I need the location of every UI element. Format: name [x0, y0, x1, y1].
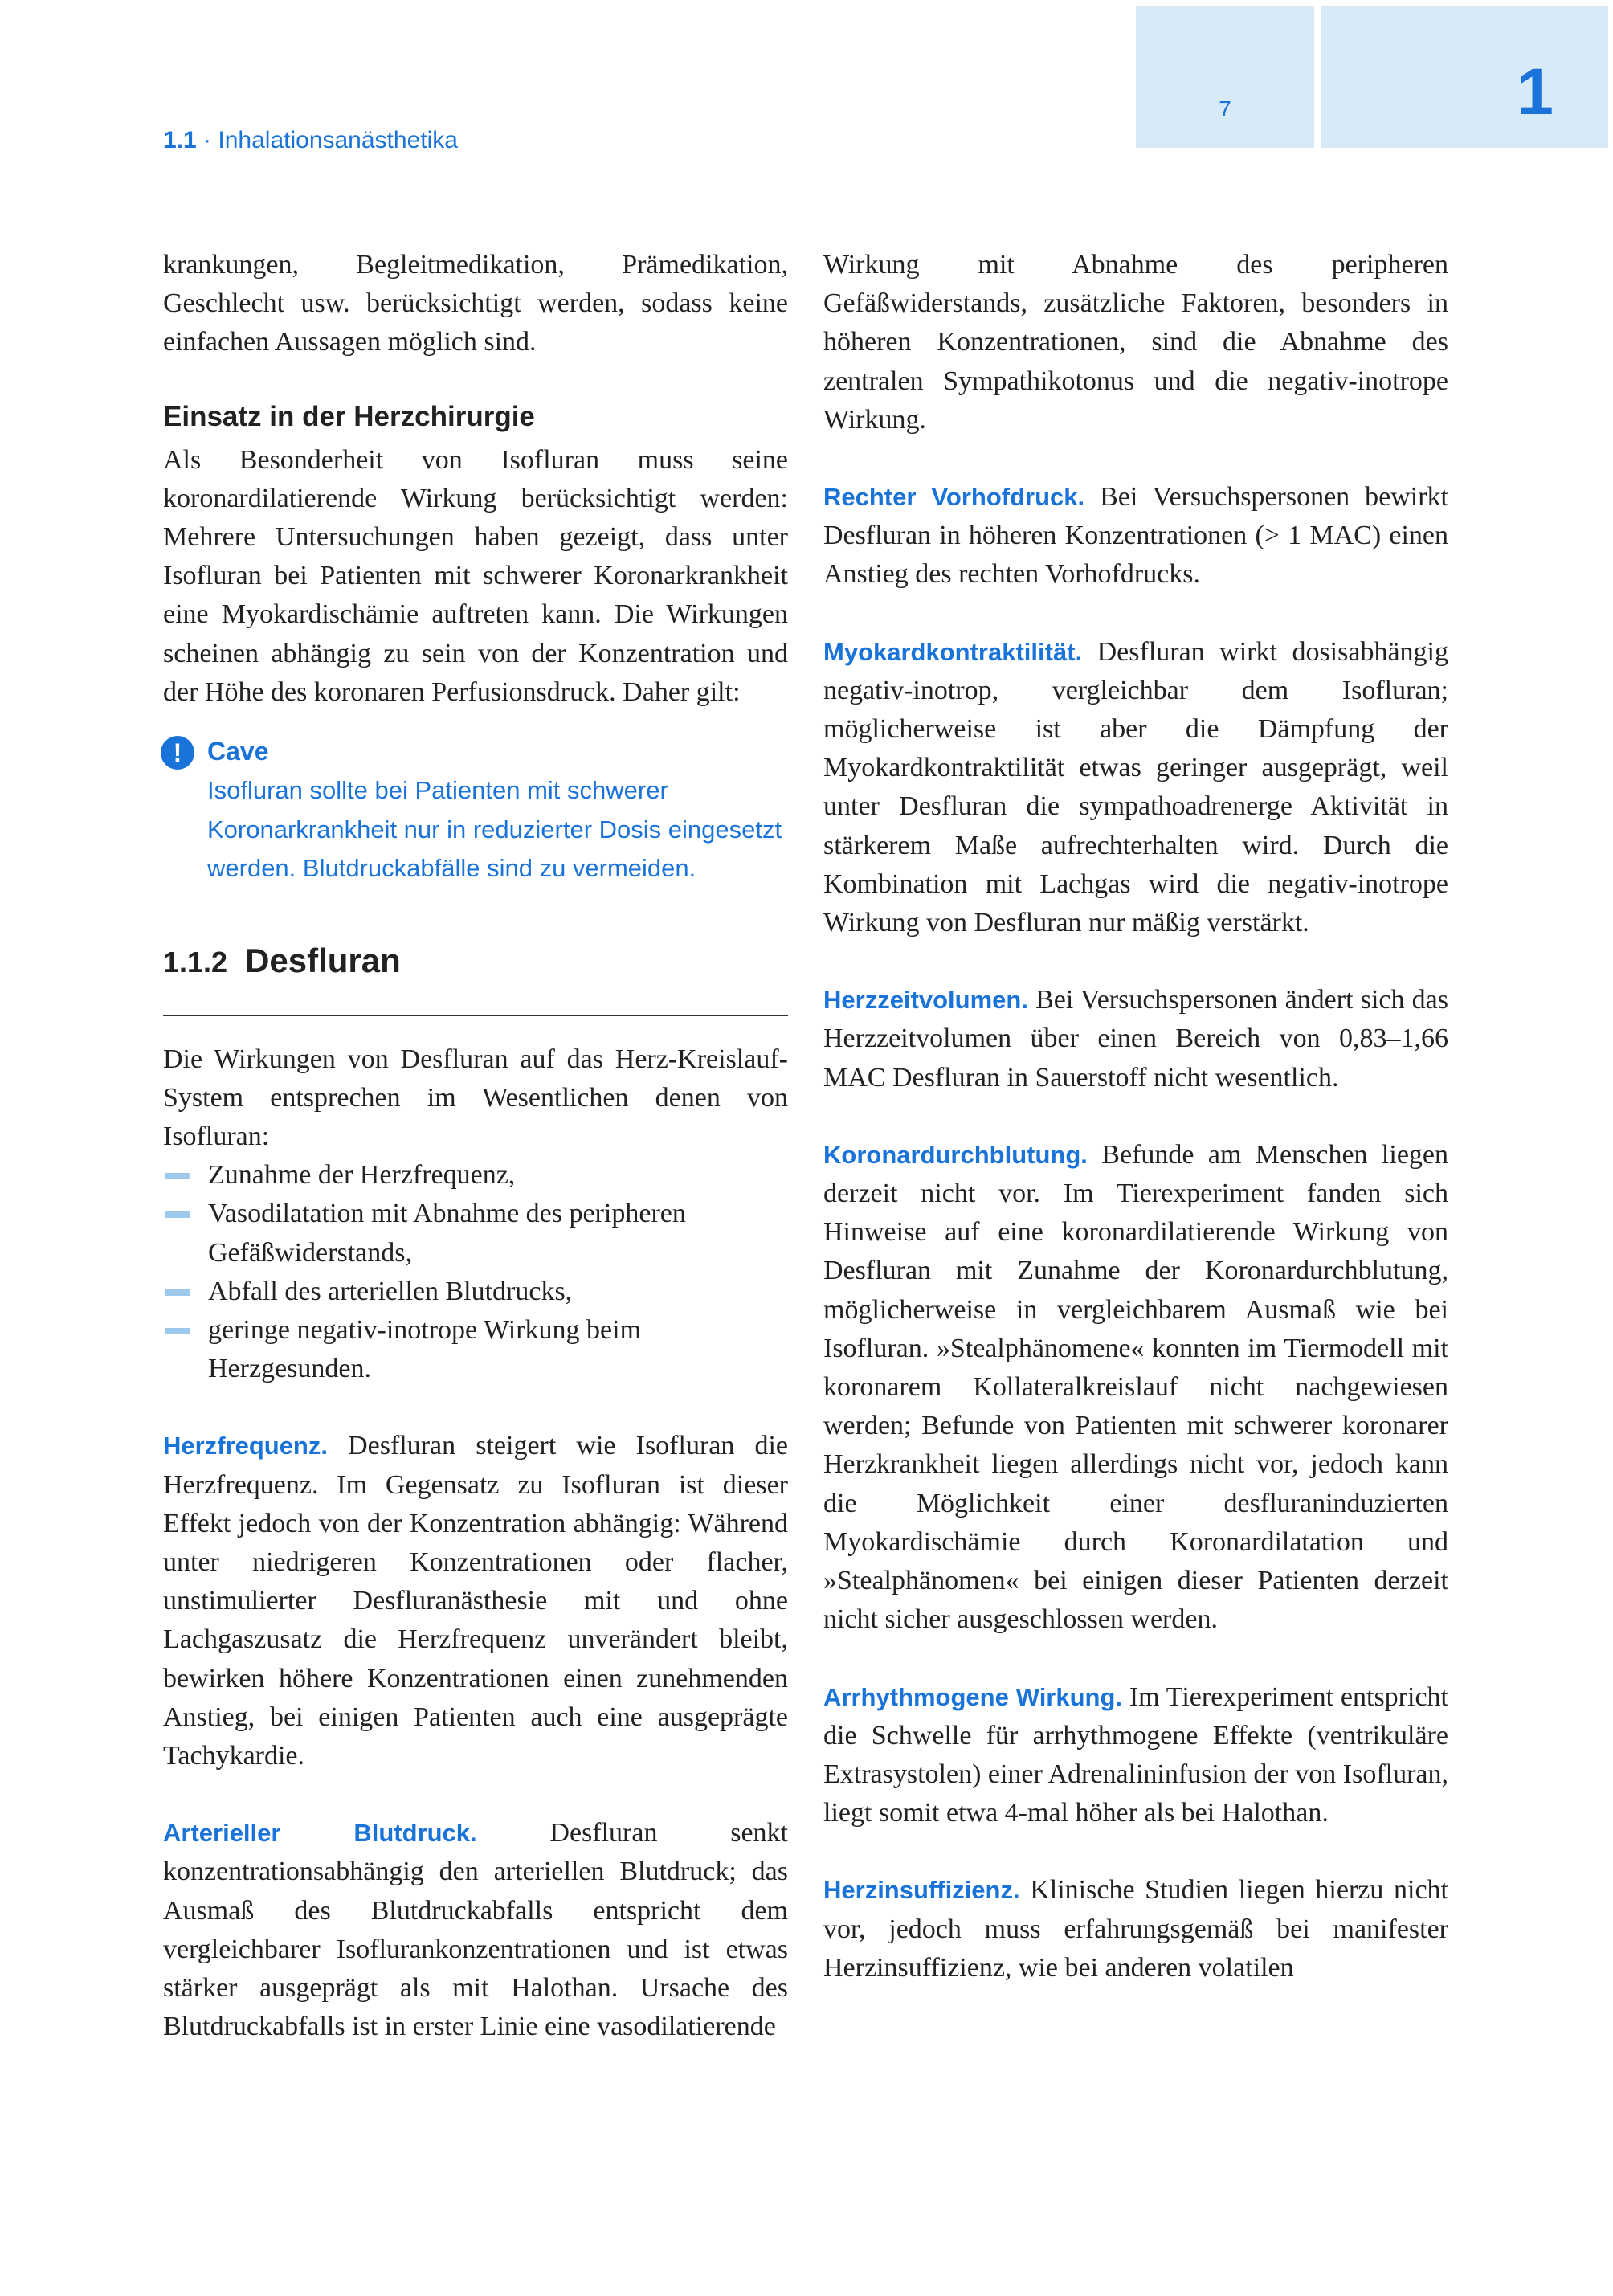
- text-herzinsuffizienz: Klinische Studien liegen hierzu nicht vor, jedoch muss erfahrungsgemäß bei manifester Herzinsuffizienz, wie bei anderen volatilen: [823, 1875, 1448, 1983]
- left-column: [163, 246, 788, 2046]
- list-item: Zunahme der Herzfrequenz,: [163, 1156, 788, 1195]
- text-koronardurchblutung: Befunde am Menschen liegen derzeit nicht vor. Im Tierexperiment fanden sich Hinweise auf eine koronardilatierende Wirkung von Desfluran mit Zunahme der Koronardurchblutung, möglicherweise in vergleichbarem Ausmaß wie bei Isofluran. »Stealphänomene« konnten im Tiermodell mit koronarem Kollateralkreislauf nicht nachgewiesen werden; Befunde von Patienten mit schwerer koronarer Herzkrankheit liegen allerdings nicht vor, jedoch kann die Möglichkeit einer desfluraninduzierten Myokardischämie durch Koronardilatation und »Stealphänomen« bei einigen dieser Patienten derzeit nicht sicher ausgeschlossen werden.: [823, 1139, 1448, 1635]
- lead-koronardurchblutung: Koronardurchblutung.: [823, 1140, 1088, 1169]
- subheading-herzchirurgie: Einsatz in der Herzchirurgie: [163, 400, 535, 432]
- paragraph-vorhofdruck: [823, 478, 1448, 594]
- paragraph-blutdruck: [163, 1814, 788, 2046]
- page-number: 7: [1219, 96, 1231, 121]
- list-item: Vasodilatation mit Abnahme des peripheren Gefäßwiderstands,: [163, 1195, 788, 1272]
- list-item: Abfall des arteriellen Blutdrucks,: [163, 1273, 788, 1311]
- text-kontraktilitaet: Desfluran wirkt dosisabhängig negativ-inotrop, vergleichbar dem Isofluran; möglicherweise ist aber die Dämpfung der Myokardkontraktilität etwas geringer ausgeprägt, weil unter Desfluran die sympathoadrenerge Aktivität in stärkerem Maße aufrechterhalten wird. Durch die Kombination mit Lachgas wird die negativ-inotrope Wirkung von Desfluran nur mäßig verstärkt.: [823, 636, 1448, 938]
- lead-kontraktilitaet: Myokardkontraktilität.: [823, 637, 1083, 666]
- section-desfluran: [163, 937, 788, 1016]
- list-item: geringe negativ-inotrope Wirkung beim Herzgesunden.: [163, 1311, 788, 1388]
- exclamation-icon: !: [161, 736, 194, 770]
- section-number: 1.1.2: [163, 945, 228, 978]
- paragraph-herzzeitvolumen: [823, 981, 1448, 1097]
- text-blutdruck: Desfluran senkt konzentrationsabhängig den arteriellen Blutdruck; das Ausmaß des Blutdruckabfalls entspricht dem vergleichbarer Isoflurankonzentrationen und ist etwas stärker ausgeprägt als mit Halothan. Ursache des Blutdruckabfalls ist in erster Linie eine vasodilatierende: [163, 1818, 788, 2042]
- chapter-number: 1: [1517, 55, 1554, 129]
- text-arrhythmogen: Im Tierexperiment entspricht die Schwelle für arrhythmogene Effekte (ventrikuläre Extrasystolen) einer Adrenalininfusion der von Isofluran, liegt somit etwa 4-mal höher als bei Halothan.: [823, 1681, 1449, 1828]
- page-number-tab: [1136, 6, 1314, 148]
- lead-vorhofdruck: Rechter Vorhofdruck.: [823, 483, 1085, 512]
- running-head-title: Inhalationsanästhetika: [218, 127, 458, 153]
- paragraph-herzfrequenz: [163, 1427, 788, 1775]
- running-head-separator: ·: [196, 127, 218, 153]
- lead-herzinsuffizienz: Herzinsuffizienz.: [823, 1876, 1020, 1905]
- running-head: [163, 127, 458, 154]
- section-heading: [163, 937, 788, 991]
- paragraph-desfluran-intro: Die Wirkungen von Desfluran auf das Herz-Kreislauf-System entsprechen im Wesentlichen denen von Isofluran:: [163, 1044, 788, 1151]
- paragraph-kontraktilitaet: [823, 633, 1448, 943]
- cave-box: [163, 731, 788, 889]
- section-rule: [163, 1015, 788, 1016]
- lead-herzfrequenz: Herzfrequenz.: [163, 1432, 328, 1461]
- paragraph-koronardurchblutung: [823, 1136, 1448, 1640]
- paragraph-continuation: krankungen, Begleitmedikation, Prämedikation, Geschlecht usw. berücksichtigt werden, sodass keine einfachen Aussagen möglich sind.: [163, 250, 788, 357]
- cave-text: Isofluran sollte bei Patienten mit schwerer Koronarkrankheit nur in reduzierter Dosis eingesetzt werden. Blutdruckabfälle sind zu vermeiden.: [207, 776, 782, 883]
- paragraph-isofluran: Als Besonderheit von Isofluran muss seine koronardilatierende Wirkung berücksichtigt werden: Mehrere Untersuchungen haben gezeigt, dass unter Isofluran bei Patienten mit schwerer Koronarkrankheit eine Myokardischämie auftreten kann. Die Wirkungen scheinen abhängig zu sein von der Konzentration und der Höhe des koronaren Perfusionsdruck. Daher gilt:: [163, 444, 788, 707]
- paragraph-arrhythmogen: [823, 1678, 1448, 1833]
- running-head-number: 1.1: [163, 127, 197, 153]
- paragraph-herzinsuffizienz: [823, 1871, 1448, 1988]
- paragraph-continuation-right: Wirkung mit Abnahme des peripheren Gefäßwiderstands, zusätzliche Faktoren, besonders in höheren Konzentrationen, sind die Abnahme des zentralen Sympathikotonus und die negativ-inotrope Wirkung.: [823, 250, 1448, 435]
- right-column: [823, 246, 1448, 1988]
- effects-list: [163, 1156, 788, 1388]
- text-herzzeitvolumen: Bei Versuchspersonen ändert sich das Herzzeitvolumen über einen Bereich von 0,83–1,66 MAC Desfluran in Sauerstoff nicht wesentlich.: [823, 985, 1448, 1093]
- text-herzfrequenz: Desfluran steigert wie Isofluran die Herzfrequenz. Im Gegensatz zu Isofluran ist dieser Effekt jedoch von der Konzentration abhängig: Während unter niedrigeren Konzentrationen oder flacher, unstimulierter Desfluranästhesie mit und ohne Lachgaszusatz die Herzfrequenz unverändert bleibt, bewirken höhere Konzentrationen einen zunehmenden Anstieg, bei einigen Patienten auch eine ausgeprägte Tachykardie.: [163, 1431, 788, 1771]
- lead-blutdruck: Arterieller Blutdruck.: [163, 1819, 477, 1848]
- lead-herzzeitvolumen: Herzzeitvolumen.: [823, 986, 1028, 1015]
- lead-arrhythmogen: Arrhythmogene Wirkung.: [823, 1682, 1123, 1711]
- text-vorhofdruck: Bei Versuchspersonen bewirkt Desfluran in höheren Konzentrationen (> 1 MAC) einen Anstieg des rechten Vorhofdrucks.: [823, 482, 1448, 590]
- cave-title: Cave: [207, 737, 269, 766]
- section-title: Desfluran: [245, 941, 401, 979]
